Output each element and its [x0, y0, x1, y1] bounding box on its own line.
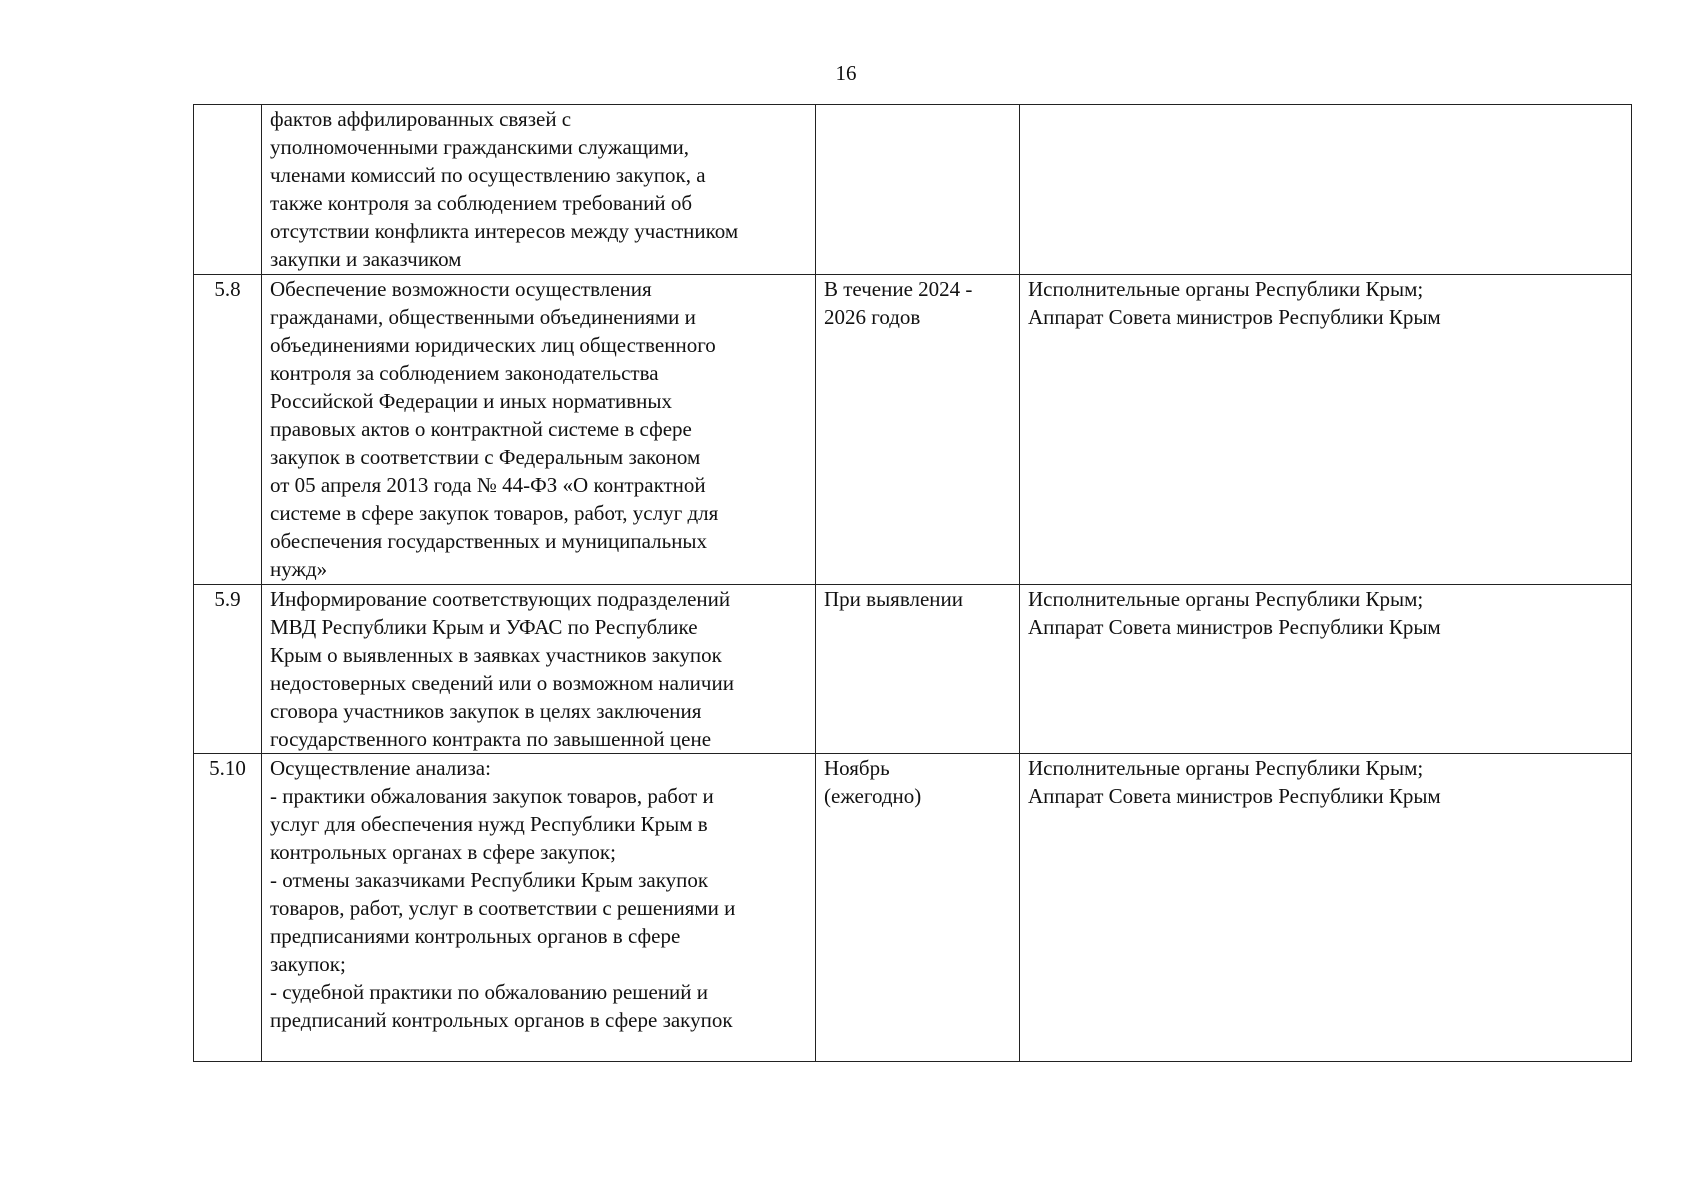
cell-text-line: предписаниями контрольных органов в сфере	[270, 924, 681, 948]
cell-text-line: контрольных органах в сфере закупок;	[270, 840, 616, 864]
cell-text-line: 5.9	[214, 587, 241, 611]
cell-text-line: нужд»	[270, 557, 328, 581]
cell-text-line: недостоверных сведений или о возможном наличии	[270, 671, 734, 695]
cell-text-line: закупок в соответствии с Федеральным законом	[270, 445, 701, 469]
responsible-cell	[1020, 275, 1632, 585]
cell-text-line: закупки и заказчиком	[270, 247, 462, 271]
cell-text-line: - судебной практики по обжалованию решений и	[270, 980, 709, 1004]
row-number-cell	[194, 275, 262, 585]
cell-text-line: Аппарат Совета министров Республики Крым	[1028, 615, 1441, 639]
table-row-5-8	[194, 275, 1632, 585]
cell-text-line: правовых актов о контрактной системе в сфере	[270, 417, 692, 441]
table-row-5-9	[194, 585, 1632, 754]
cell-text-line: Аппарат Совета министров Республики Крым	[1028, 784, 1441, 808]
page-number: 16	[835, 61, 857, 85]
cell-text-line: В течение 2024 -	[824, 277, 973, 301]
term-cell	[816, 585, 1020, 754]
cell-text-line: предписаний контрольных органов в сфере закупок	[270, 1008, 733, 1032]
table-row-5-10	[194, 754, 1632, 1062]
cell-text-line: также контроля за соблюдением требований об	[270, 191, 693, 215]
cell-text-line: фактов аффилированных связей с	[270, 107, 572, 131]
cell-text-line: При выявлении	[824, 587, 963, 611]
description-cell	[262, 585, 816, 754]
cell-text-line: - практики обжалования закупок товаров, работ и	[270, 784, 714, 808]
term-cell	[816, 275, 1020, 585]
cell-text-line: Информирование соответствующих подразделений	[270, 587, 731, 611]
cell-text-line: 2026 годов	[824, 305, 921, 329]
table-row-continued	[194, 105, 1632, 275]
cell-text-line: Российской Федерации и иных нормативных	[270, 389, 673, 413]
cell-text-line: Ноябрь	[824, 756, 890, 780]
cell-text-line: отсутствии конфликта интересов между участником	[270, 219, 739, 243]
cell-text-line: - отмены заказчиками Республики Крым закупок	[270, 868, 709, 892]
term-cell	[816, 105, 1020, 275]
cell-text-line: Аппарат Совета министров Республики Крым	[1028, 305, 1441, 329]
cell-text-line: МВД Республики Крым и УФАС по Республике	[270, 615, 698, 639]
cell-text-line: 5.8	[214, 277, 241, 301]
cell-text-line: закупок;	[270, 952, 346, 976]
cell-text-line: объединениями юридических лиц общественного	[270, 333, 716, 357]
cell-text-line: системе в сфере закупок товаров, работ, услуг для	[270, 501, 719, 525]
description-cell	[262, 275, 816, 585]
cell-text-line: (ежегодно)	[824, 784, 922, 808]
description-cell	[262, 105, 816, 275]
cell-text-line: Крым о выявленных в заявках участников закупок	[270, 643, 722, 667]
table-body	[194, 105, 1632, 1062]
description-cell	[262, 754, 816, 1062]
cell-text-line: членами комиссий по осуществлению закупок, а	[270, 163, 706, 187]
row-number-cell	[194, 585, 262, 754]
responsible-cell	[1020, 585, 1632, 754]
cell-text-line: товаров, работ, услуг в соответствии с решениями и	[270, 896, 736, 920]
cell-text-line: от 05 апреля 2013 года № 44-ФЗ «О контрактной	[270, 473, 706, 497]
cell-text-line: Обеспечение возможности осуществления	[270, 277, 652, 301]
cell-text-line: контроля за соблюдением законодательства	[270, 361, 659, 385]
cell-text-line: Исполнительные органы Республики Крым;	[1028, 587, 1424, 611]
cell-text-line: гражданами, общественными объединениями и	[270, 305, 696, 329]
cell-text-line: 5.10	[209, 756, 246, 780]
cell-text-line: Исполнительные органы Республики Крым;	[1028, 277, 1424, 301]
cell-text-line: услуг для обеспечения нужд Республики Крым в	[270, 812, 708, 836]
measures-table	[193, 104, 1632, 1062]
cell-text-line: государственного контракта по завышенной цене	[270, 727, 712, 751]
cell-text-line: сговора участников закупок в целях заключения	[270, 699, 702, 723]
cell-text-line: Исполнительные органы Республики Крым;	[1028, 756, 1424, 780]
row-number-cell	[194, 105, 262, 275]
responsible-cell	[1020, 105, 1632, 275]
term-cell	[816, 754, 1020, 1062]
cell-text-line: Осуществление анализа:	[270, 756, 491, 780]
responsible-cell	[1020, 754, 1632, 1062]
cell-text-line: обеспечения государственных и муниципальных	[270, 529, 708, 553]
cell-text-line: уполномоченными гражданскими служащими,	[270, 135, 690, 159]
row-number-cell	[194, 754, 262, 1062]
